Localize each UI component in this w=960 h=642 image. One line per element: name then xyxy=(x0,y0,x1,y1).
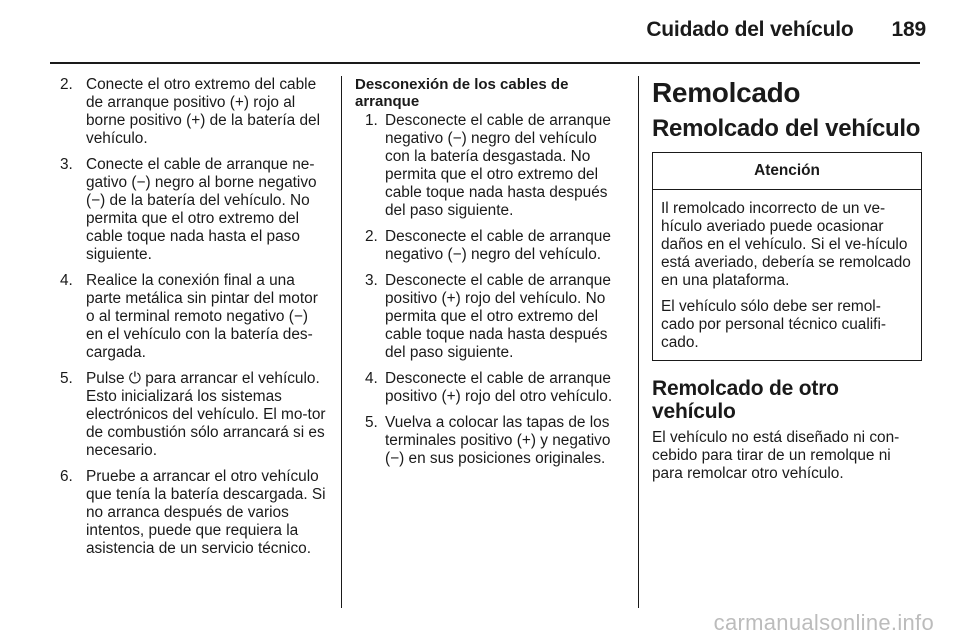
caution-paragraph: El vehículo sólo debe ser remol-cado por personal técnico cualifi-cado. xyxy=(661,298,886,351)
page-header xyxy=(646,18,926,42)
list-item xyxy=(60,370,326,460)
list-item xyxy=(355,272,623,362)
caution-body xyxy=(653,190,921,360)
list-item xyxy=(60,272,326,362)
section-title: Cuidado del vehículo xyxy=(646,18,854,41)
step-text: Conecte el cable de arranque ne-gativo (−) negro al borne negativo (−) de la batería del vehículo. No permita que el otro extremo del cable toque nada hasta el paso siguiente. xyxy=(86,156,317,263)
connection-steps-list xyxy=(60,76,326,558)
step-number: 1. xyxy=(365,112,378,129)
step-number: 2. xyxy=(60,76,73,93)
step-number: 4. xyxy=(365,370,378,387)
page-number: 189 xyxy=(891,18,926,41)
list-item xyxy=(355,228,623,264)
list-item xyxy=(60,156,326,264)
step-text: Desconecte el cable de arranque positivo (+) rojo del otro vehículo. xyxy=(385,370,613,405)
list-item xyxy=(355,414,623,468)
step-text: Desconecte el cable de arranque positivo (+) rojo del vehículo. No permita que el otro extremo del cable toque nada hasta después del paso siguiente. xyxy=(385,272,611,361)
step-number: 6. xyxy=(60,468,73,485)
disconnection-steps-list xyxy=(355,112,623,468)
step-text: Pulse ⏻ para arrancar el vehículo. Esto inicializará los sistemas electrónicos del vehículo. El mo-tor de combustión sólo arrancará si es necesario. xyxy=(86,370,326,459)
heading-remolcado-vehiculo: Remolcado del vehículo xyxy=(652,115,921,142)
column-2 xyxy=(355,76,623,476)
step-number: 5. xyxy=(60,370,73,387)
watermark: carmanualsonline.info xyxy=(713,610,934,635)
step-text: Desconecte el cable de arranque negativo (−) negro del vehículo. xyxy=(385,228,611,263)
list-item xyxy=(355,370,623,406)
caution-paragraph: Il remolcado incorrecto de un ve-hículo averiado puede ocasionar daños en el vehículo. Si el ve-hículo está averiado, debería se remolcado en una plataforma. xyxy=(661,200,911,289)
list-item xyxy=(60,76,326,148)
column-divider xyxy=(341,76,342,608)
step-text: Pruebe a arrancar el otro vehículo que tenía la batería descargada. Si no arranca después de varios intentos, puede que requiera la asistencia de un servicio técnico. xyxy=(86,468,326,557)
step-number: 3. xyxy=(60,156,73,173)
step-number: 3. xyxy=(365,272,378,289)
header-rule xyxy=(50,62,920,64)
column-3 xyxy=(652,76,922,483)
list-item xyxy=(355,112,623,220)
step-text: Desconecte el cable de arranque negativo (−) negro del vehículo con la batería desgastada. No permita que el otro extremo del cable toque nada hasta después del paso siguiente. xyxy=(385,112,611,219)
body-paragraph: El vehículo no está diseñado ni con-cebido para tirar de un remolque ni para remolcar otro vehículo. xyxy=(652,429,900,482)
caution-box xyxy=(652,152,922,361)
step-number: 2. xyxy=(365,228,378,245)
step-text: Vuelva a colocar las tapas de los terminales positivo (+) y negativo (−) en sus posiciones originales. xyxy=(385,414,611,467)
step-text: Conecte el otro extremo del cable de arranque positivo (+) rojo al borne positivo (+) de la batería del vehículo. xyxy=(86,76,320,147)
caution-title: Atención xyxy=(653,153,921,190)
heading-remolcado: Remolcado xyxy=(652,77,801,108)
step-text: Realice la conexión final a una parte metálica sin pintar del motor o al terminal remoto negativo (−) en el vehículo con la batería des-cargada. xyxy=(86,272,318,361)
step-number: 5. xyxy=(365,414,378,431)
list-item xyxy=(60,468,326,558)
column-1 xyxy=(60,76,326,566)
column-divider xyxy=(638,76,639,608)
heading-remolcado-otro-vehiculo: Remolcado de otro vehículo xyxy=(652,377,839,423)
disconnect-subheading: Desconexión de los cables de arranque xyxy=(355,76,569,110)
step-number: 4. xyxy=(60,272,73,289)
